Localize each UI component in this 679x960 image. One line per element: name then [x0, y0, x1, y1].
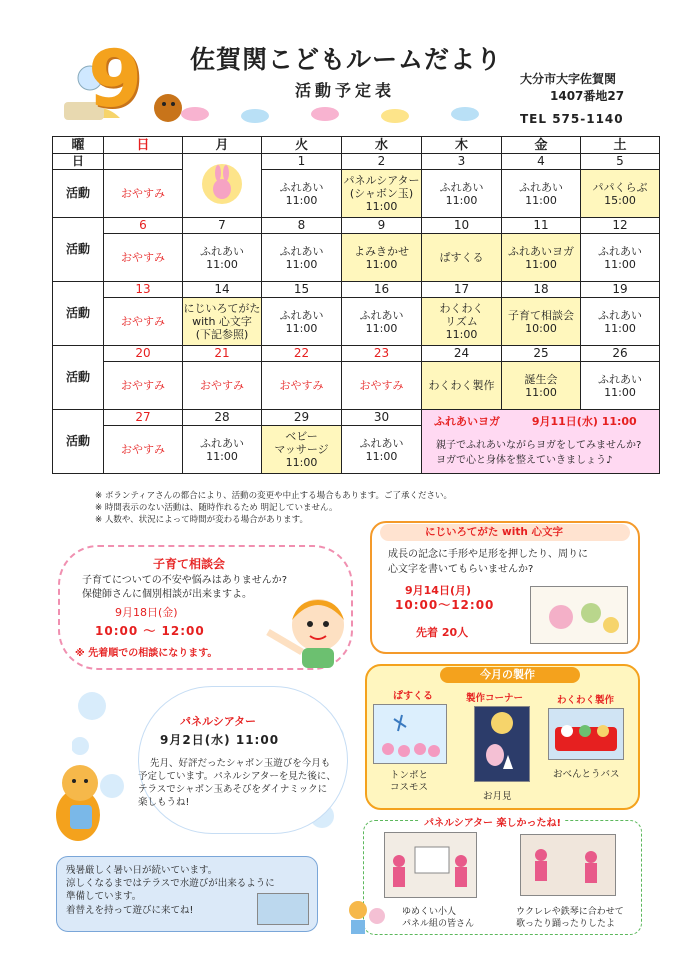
summer-notice-text3: 準備しています。	[66, 891, 142, 902]
date-cell: 6	[104, 218, 183, 234]
weekday-header-row	[53, 137, 660, 154]
date-row	[53, 346, 660, 362]
weekday-fri: 金	[502, 137, 581, 154]
activity-cell: ふれあい 11:00	[342, 298, 422, 346]
date-cell: 30	[342, 410, 422, 426]
activity-cell: にじいろてがた with 心文字 (下記参照)	[183, 298, 262, 346]
date-cell: 8	[262, 218, 342, 234]
activity-cell: ふれあいヨガ 11:00	[502, 234, 581, 282]
activity-label: 活動	[53, 410, 104, 474]
date-cell: 22	[262, 346, 342, 362]
month-number: 9	[88, 35, 143, 125]
activity-cell: おやすみ	[104, 234, 183, 282]
weekday-sun: 日	[104, 137, 183, 154]
date-cell: 9	[342, 218, 422, 234]
date-row	[53, 218, 660, 234]
performers-icon	[385, 833, 476, 897]
summer-notice-text4: 着替えを持って遊びに来てね!	[66, 905, 194, 916]
yoga-notice	[422, 410, 660, 474]
date-cell: 24	[422, 346, 502, 362]
date-cell: 25	[502, 346, 581, 362]
newsletter-title: 佐賀関こどもルームだより	[190, 45, 503, 74]
activity-row	[53, 362, 660, 410]
date-cell: 14	[183, 282, 262, 298]
date-cell: 1	[262, 154, 342, 170]
date-row	[53, 154, 660, 170]
activity-cell: ふれあい 11:00	[581, 234, 660, 282]
date-cell: 3	[422, 154, 502, 170]
note-item: ※ 時間表示のない活動は、随時作れるため 明記していません。	[95, 503, 338, 513]
activity-cell: おやすみ	[104, 426, 183, 474]
activity-label: 活動	[53, 346, 104, 410]
activity-cell: ふれあい 11:00	[502, 170, 581, 218]
weekday-mon: 月	[183, 137, 262, 154]
handprint-art-icon	[531, 587, 627, 643]
date-cell: 20	[104, 346, 183, 362]
activity-cell: おやすみ	[342, 362, 422, 410]
consultation-date: 9月18日(金)	[115, 606, 178, 619]
summer-notice-text2: 涼しくなるまではテラスで水遊びが出来るように	[66, 878, 275, 889]
craft-header-2: 製作コーナー	[466, 693, 524, 704]
handprint-title: にじいろてがた with 心文字	[425, 526, 563, 538]
dancing-kids-icon	[521, 835, 615, 895]
craft-caption-2: お月見	[483, 791, 512, 802]
activity-cell: 子育て相談会 10:00	[502, 298, 581, 346]
date-cell: 18	[502, 282, 581, 298]
consultation-time: 10:00 ～ 12:00	[95, 624, 205, 638]
handprint-time: 10:00～12:00	[395, 598, 495, 612]
activity-cell: おやすみ	[104, 362, 183, 410]
activity-cell: おやすみ	[183, 362, 262, 410]
date-cell: 13	[104, 282, 183, 298]
cosmos-flower-icon	[374, 705, 446, 763]
panel-report-caption-2: ウクレレや鉄琴に合わせて 歌ったり踊ったりしたよ	[516, 907, 624, 929]
yoga-notice-date: 9月11日(水) 11:00	[531, 415, 637, 428]
rabbit-illustration-cell	[183, 154, 262, 218]
crafts-title: 今月の製作	[480, 668, 535, 681]
date-cell: 28	[183, 410, 262, 426]
note-item: ※ ボランティアさんの都合により、活動の変更や中止する場合もあります。ご了承ください。	[95, 491, 452, 501]
newsletter-header	[0, 0, 679, 135]
activity-label: 活動	[53, 282, 104, 346]
handprint-date: 9月14日(月)	[405, 584, 472, 597]
handprint-text1: 成長の記念に手形や足形を押したり、周りに	[388, 549, 588, 560]
activity-cell: ふれあい 11:00	[342, 426, 422, 474]
date-cell: 15	[262, 282, 342, 298]
rabbit-moon-icon	[197, 159, 247, 209]
activity-row	[53, 170, 660, 218]
date-cell: 2	[342, 154, 422, 170]
craft-header-1: ぱすくる	[393, 691, 433, 702]
date-cell: 21	[183, 346, 262, 362]
date-cell: 16	[342, 282, 422, 298]
date-row	[53, 282, 660, 298]
activity-cell: わくわく製作	[422, 362, 502, 410]
kids-illustration	[343, 890, 393, 940]
date-row	[53, 410, 660, 426]
craft-photo-dragonfly	[373, 704, 447, 764]
activity-cell: 誕生会 11:00	[502, 362, 581, 410]
activity-cell: ふれあい 11:00	[262, 170, 342, 218]
consultation-text1: 子育てについての不安や悩みはありませんか?	[82, 575, 288, 586]
note-item: ※ 人数や、状況によって時間が変わる場合があります。	[95, 515, 308, 525]
weekday-tue: 火	[262, 137, 342, 154]
address-line2: 1407番地27	[550, 89, 625, 103]
date-cell: 27	[104, 410, 183, 426]
date-cell: 12	[581, 218, 660, 234]
weekday-sat: 土	[581, 137, 660, 154]
activity-label: 活動	[53, 170, 104, 218]
consultation-text2: 保健師さんに個別相談が出来ますよ。	[82, 589, 252, 600]
date-cell: 23	[342, 346, 422, 362]
activity-cell: おやすみ	[104, 170, 183, 218]
date-cell: 5	[581, 154, 660, 170]
moon-viewing-icon	[475, 707, 529, 781]
yoga-notice-text2: ヨガで心と身体を整えていきましょう♪	[436, 455, 613, 466]
activity-cell: ベビー マッサージ 11:00	[262, 426, 342, 474]
craft-caption-3: おべんとうバス	[553, 769, 620, 780]
panel-report-caption-1: ゆめくい小人 パネル組の皆さん	[402, 907, 475, 929]
date-label: 日	[53, 154, 104, 170]
water-play-photo	[257, 893, 309, 925]
weekday-wed: 水	[342, 137, 422, 154]
girl-pointing-illustration	[258, 590, 358, 670]
panel-theater-text2: 予定しています。パネルシアターを見た後に、	[138, 771, 336, 782]
panel-theater-title: パネルシアター	[180, 715, 256, 728]
activity-cell: ふれあい 11:00	[183, 234, 262, 282]
activity-cell: ふれあい 11:00	[262, 234, 342, 282]
weekday-label: 曜	[53, 137, 104, 154]
handprint-text2: 心文字を書いてもらいませんか?	[388, 564, 534, 575]
dragonfly-decoration	[175, 100, 515, 130]
craft-header-3: わくわく製作	[557, 695, 615, 706]
activity-cell: おやすみ	[104, 298, 183, 346]
lunch-bus-icon	[549, 709, 623, 759]
date-cell: 4	[502, 154, 581, 170]
activity-cell: パパくらぶ 15:00	[581, 170, 660, 218]
panel-report-photo-1	[384, 832, 477, 898]
consultation-title: 子育て相談会	[153, 557, 226, 571]
activity-cell: よみきかせ 11:00	[342, 234, 422, 282]
date-cell: 19	[581, 282, 660, 298]
activity-cell: ふれあい 11:00	[262, 298, 342, 346]
yoga-notice-text1: 親子でふれあいながらヨガをしてみませんか?	[436, 440, 642, 451]
activity-calendar	[52, 136, 660, 474]
address-line1: 大分市大字佐賀関	[520, 72, 617, 86]
activity-cell: おやすみ	[262, 362, 342, 410]
craft-caption-1: トンボと コスモス	[390, 770, 429, 793]
activity-cell: パネルシアター (シャボン玉) 11:00	[342, 170, 422, 218]
yoga-notice-label: ふれあいヨガ	[434, 415, 500, 428]
craft-photo-moon	[474, 706, 530, 782]
craft-photo-bus	[548, 708, 624, 760]
date-cell: 11	[502, 218, 581, 234]
phone-number: TEL 575-1140	[520, 112, 624, 126]
date-cell: 10	[422, 218, 502, 234]
panel-report-title: パネルシアター 楽しかったね!	[420, 817, 565, 830]
weekday-thu: 木	[422, 137, 502, 154]
activity-cell: ぱすくる	[422, 234, 502, 282]
activity-cell: ふれあい 11:00	[422, 170, 502, 218]
panel-theater-text3: テラスでシャボン玉あそびをダイナミックに	[138, 784, 328, 795]
handprint-capacity: 先着 20人	[416, 626, 469, 639]
date-cell: 29	[262, 410, 342, 426]
activity-cell: ふれあい 11:00	[581, 298, 660, 346]
panel-theater-date: 9月2日(水) 11:00	[160, 733, 280, 747]
panel-theater-text4: 楽しもうね!	[138, 797, 190, 808]
activity-cell: わくわく リズム 11:00	[422, 298, 502, 346]
panel-report-photo-2	[520, 834, 616, 896]
date-cell: 17	[422, 282, 502, 298]
date-cell: 7	[183, 218, 262, 234]
activity-cell: ふれあい 11:00	[183, 426, 262, 474]
panel-theater-text1: 先月、好評だったシャボン玉遊びを今月も	[150, 758, 331, 769]
squirrel-bubble-illustration	[50, 745, 120, 845]
consultation-note: ※ 先着順での相談になります。	[75, 648, 218, 659]
date-cell: 26	[581, 346, 660, 362]
activity-label: 活動	[53, 218, 104, 282]
summer-notice-text1: 残暑厳しく暑い日が続いています。	[66, 865, 218, 876]
date-cell	[104, 154, 183, 170]
activity-row	[53, 234, 660, 282]
activity-row	[53, 298, 660, 346]
activity-cell: ふれあい 11:00	[581, 362, 660, 410]
newsletter-subtitle: 活動予定表	[295, 81, 396, 100]
handprint-sample-photo	[530, 586, 628, 644]
